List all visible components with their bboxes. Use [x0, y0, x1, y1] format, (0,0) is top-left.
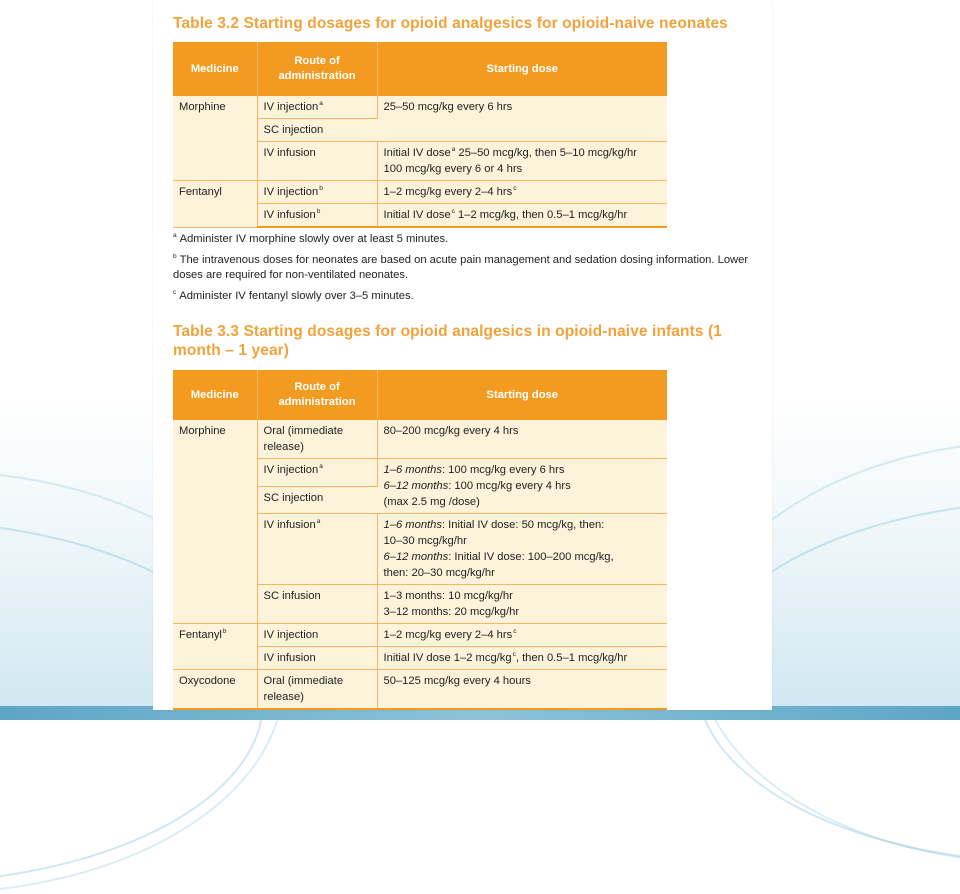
table-3-2-title: Table 3.2 Starting dosages for opioid analgesics for opioid-naive neonates [173, 15, 728, 32]
route-cell [257, 670, 377, 710]
dose-text: 50–125 mcg/kg every 4 hours [383, 675, 531, 687]
route-label: IV infusion [263, 519, 316, 531]
footnote-mark: c [513, 185, 517, 193]
footnote-text: Administer IV morphine slowly over at least 5 minutes. [179, 233, 449, 245]
table-3-3 [173, 370, 667, 710]
dose-text: 100 mcg/kg every 6 or 4 hrs [383, 163, 523, 175]
dose-text: 25–50 mcg/kg every 6 hrs [383, 101, 513, 113]
medicine-name: Morphine [179, 425, 226, 437]
dose-text: 1–2 mcg/kg every 2–4 hrs [383, 629, 513, 641]
route-cell [257, 514, 377, 585]
age-range: 6–12 months [383, 480, 449, 492]
dose-cell [377, 647, 667, 670]
route-label: SC injection [263, 124, 324, 136]
footnote-mark: b [173, 253, 177, 261]
header-medicine: Medicine [173, 370, 257, 420]
dose-cell [377, 624, 667, 647]
footnote-a [173, 232, 763, 247]
footnote-mark: c [451, 208, 455, 216]
footnote-mark: c [173, 289, 177, 297]
table-row [173, 420, 667, 459]
footnote-mark: c [513, 628, 517, 636]
dose-text: 3–12 months: 20 mcg/kg/hr [383, 606, 520, 618]
route-cell [257, 119, 377, 142]
route-cell [257, 459, 377, 487]
medicine-cell [173, 181, 257, 228]
route-cell [257, 624, 377, 647]
medicine-name: Morphine [179, 101, 226, 113]
table-row [173, 181, 667, 204]
footnote-mark: c [512, 651, 516, 659]
route-cell [257, 486, 377, 514]
dose-cell [377, 181, 667, 204]
dose-cell [377, 670, 667, 710]
route-label: Oral (immediate release) [263, 675, 344, 703]
dose-text: 80–200 mcg/kg every 4 hrs [383, 425, 519, 437]
dose-cell [377, 514, 667, 585]
table-row [173, 624, 667, 647]
age-range: 1–6 months [383, 519, 442, 531]
table-3-2 [173, 42, 667, 228]
medicine-cell [173, 670, 257, 710]
age-range: 6–12 months [383, 551, 449, 563]
header-route: Route of administration [257, 370, 377, 420]
dose-text: : 100 mcg/kg every 6 hrs [441, 464, 565, 476]
medicine-cell [173, 420, 257, 624]
route-label: IV injection [263, 464, 319, 476]
header-medicine: Medicine [173, 42, 257, 96]
footnote-text: The intravenous doses for neonates are based on acute pain management and sedation dosing information. Lower doses are required for non-ventilated neonates. [173, 254, 749, 281]
dose-text: 25–50 mcg/kg, then 5–10 mcg/kg/hr [455, 147, 637, 159]
medicine-cell [173, 624, 257, 670]
footnote-mark: a [451, 146, 456, 154]
footnotes [173, 232, 763, 310]
dose-text: Initial IV dose [383, 147, 451, 159]
dose-text: then: 20–30 mcg/kg/hr [383, 567, 495, 579]
route-label: IV injection [263, 629, 319, 641]
table-row [173, 670, 667, 710]
route-cell [257, 585, 377, 624]
dose-text: 1–2 mcg/kg every 2–4 hrs [383, 186, 513, 198]
dose-text: , then 0.5–1 mcg/kg/hr [515, 652, 628, 664]
dose-cell [377, 142, 667, 181]
dose-cell [377, 459, 667, 514]
medicine-name: Oxycodone [179, 675, 236, 687]
table-3-3-title: Table 3.3 Starting dosages for opioid analgesics in opioid-naive infants (1 month – 1 year) [173, 323, 722, 359]
footnote-mark: b [319, 185, 323, 193]
dose-cell [377, 204, 667, 228]
header-route: Route of administration [257, 42, 377, 96]
footnote-c [173, 289, 763, 304]
footnote-mark: a [319, 463, 323, 471]
dose-text: : Initial IV dose: 100–200 mcg/kg, [448, 551, 614, 563]
route-label: SC infusion [263, 590, 321, 602]
dose-cell [377, 420, 667, 459]
dose-text: Initial IV dose 1–2 mcg/kg [383, 652, 512, 664]
dose-text: Initial IV dose [383, 209, 451, 221]
medicine-cell [173, 96, 257, 181]
header-starting-dose: Starting dose [377, 370, 667, 420]
dose-text: : 100 mcg/kg every 4 hrs [448, 480, 571, 492]
route-label: IV infusion [263, 652, 316, 664]
table-header-row [173, 42, 667, 96]
route-cell [257, 142, 377, 181]
route-label: IV infusion [263, 147, 316, 159]
dose-text: 10–30 mcg/kg/hr [383, 535, 467, 547]
route-cell [257, 420, 377, 459]
footnote-mark: a [173, 232, 177, 240]
header-starting-dose: Starting dose [377, 42, 667, 96]
dose-cell [377, 96, 667, 142]
dose-text: 1–2 mcg/kg, then 0.5–1 mcg/kg/hr [454, 209, 628, 221]
route-cell [257, 204, 377, 228]
table-row [173, 96, 667, 119]
route-label: IV injection [263, 101, 319, 113]
table-header-row [173, 370, 667, 420]
document-page [153, 0, 772, 710]
medicine-name: Fentanyl [179, 186, 222, 198]
route-cell [257, 96, 377, 119]
age-range: 1–6 months [383, 464, 442, 476]
route-label: SC injection [263, 491, 324, 504]
footnote-text: Administer IV fentanyl slowly over 3–5 minutes. [179, 290, 414, 302]
dose-cell [377, 585, 667, 624]
dose-text: : Initial IV dose: 50 mcg/kg, then: [441, 519, 605, 531]
route-label: IV infusion [263, 209, 316, 221]
footnote-b [173, 253, 763, 283]
route-label: Oral (immediate release) [263, 425, 344, 453]
medicine-name: Fentanyl [179, 629, 222, 641]
footnote-mark: b [222, 628, 227, 636]
footnote-mark: b [316, 208, 321, 216]
dose-text: 1–3 months: 10 mcg/kg/hr [383, 590, 513, 602]
footnote-mark: a [316, 518, 321, 526]
route-cell [257, 181, 377, 204]
route-label: IV injection [263, 186, 319, 198]
route-cell [257, 647, 377, 670]
dose-text: (max 2.5 mg /dose) [383, 496, 480, 508]
footnote-mark: a [319, 100, 323, 108]
